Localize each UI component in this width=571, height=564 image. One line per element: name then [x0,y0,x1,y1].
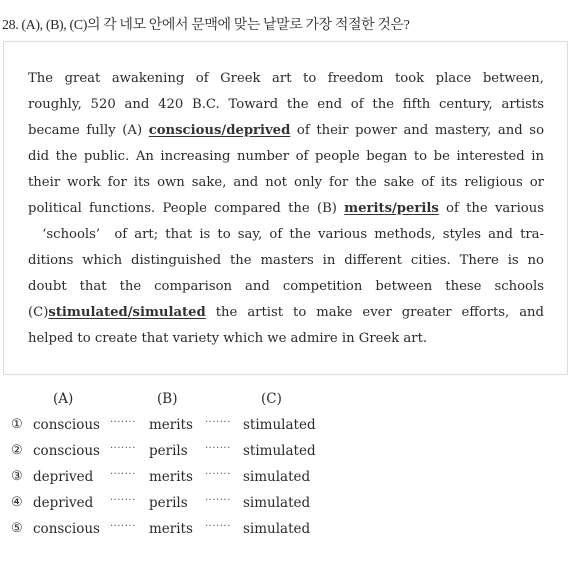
option-b: merits [149,417,193,433]
dot-leader: ······· [110,469,136,480]
dot-leader: ······· [205,417,231,428]
header-b: (B) [157,391,178,407]
option-b: merits [149,469,193,485]
option-a: deprived [33,495,94,511]
option-a: conscious [33,417,100,433]
option-c: simulated [243,495,311,511]
option-number: ② [11,443,23,458]
option-number: ① [11,417,23,432]
passage-text [28,66,544,352]
option-b: perils [149,495,188,511]
option-b: merits [149,521,193,537]
option-a: conscious [33,443,100,459]
passage-line: political functions. People compared the (B) merits/perils of the various [28,201,544,216]
option-a: conscious [33,521,100,537]
dot-leader: ······· [205,521,231,532]
passage-line: ditions which distinguished the masters in different cities. There is no [28,253,544,268]
option-a: deprived [33,469,94,485]
dot-leader: ······· [205,495,231,506]
passage-line: doubt that the comparison and competition between these schools [28,279,544,294]
passage-line: ‘schools’ of art; that is to say, of the various methods, styles and tra- [28,227,544,242]
passage-line: did the public. An increasing number of people began to be interested in [28,149,544,164]
passage-line: roughly, 520 and 420 B.C. Toward the end of the fifth century, artists [28,97,544,112]
option-number: ③ [11,469,23,484]
passage-line: (C)stimulated/simulated the artist to make ever greater efforts, and [28,305,544,320]
question-title: 28. (A), (B), (C)의 각 네모 안에서 문맥에 맞는 낱말로 가장 적절한 것은? [2,18,410,33]
word-choice-underlined: conscious/deprived [148,123,291,138]
option-c: stimulated [243,443,316,459]
passage-line: helped to create that variety which we admire in Greek art. [28,331,428,346]
passage-line: The great awakening of Greek art to freedom took place between, [28,71,544,86]
option-c: stimulated [243,417,316,433]
word-choice-underlined: merits/perils [344,201,439,216]
option-number: ④ [11,495,23,510]
dot-leader: ······· [110,417,136,428]
option-number: ⑤ [11,521,23,536]
word-choice-underlined: stimulated/simulated [48,305,206,320]
dot-leader: ······· [205,469,231,480]
passage-line: their work for its own sake, and not only for the sake of its religious or [28,175,544,190]
passage-line: became fully (A) conscious/deprived of their power and mastery, and so [28,123,545,138]
dot-leader: ······· [205,443,231,454]
header-c: (C) [261,391,282,407]
dot-leader: ······· [110,443,136,454]
option-b: perils [149,443,188,459]
dot-leader: ······· [110,495,136,506]
header-a: (A) [53,391,74,407]
dot-leader: ······· [110,521,136,532]
option-c: simulated [243,521,311,537]
option-c: simulated [243,469,311,485]
